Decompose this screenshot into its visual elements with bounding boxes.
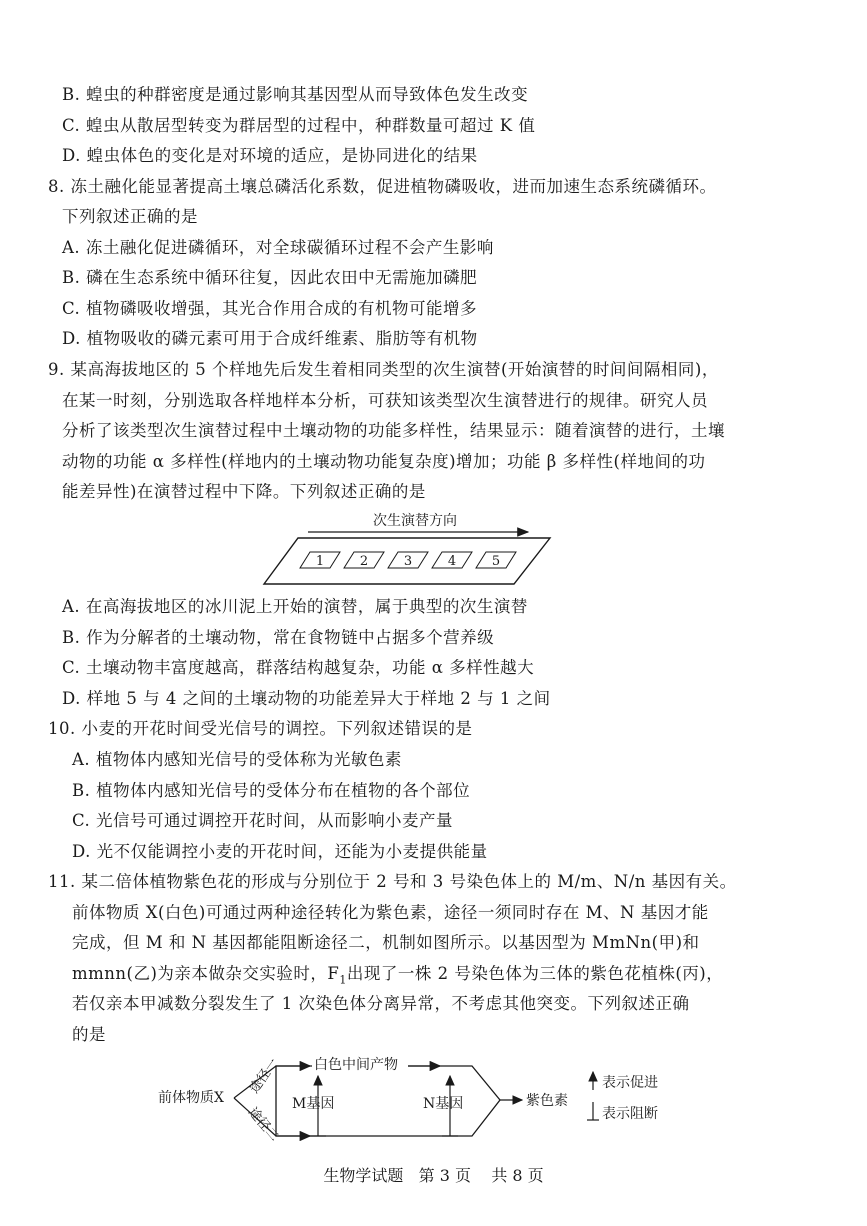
svg-text:1: 1 [315, 554, 325, 569]
q7-option-c: C. 蝗虫从散居型转变为群居型的过程中，种群数量可超过 K 值 [62, 116, 536, 135]
q9-option-d: D. 样地 5 与 4 之间的土壤动物的功能差异大于样地 2 与 1 之间 [62, 689, 551, 708]
q10-stem: 10. 小麦的开花时间受光信号的调控。下列叙述错误的是 [48, 719, 473, 738]
svg-text:4: 4 [447, 554, 457, 569]
intermediate-label: 白色中间产物 [314, 1057, 398, 1073]
q7-option-d: D. 蝗虫体色的变化是对环境的适应，是协同进化的结果 [62, 146, 478, 165]
q9-option-a: A. 在高海拔地区的冰川泥上开始的演替，属于典型的次生演替 [62, 597, 528, 616]
legend-block-label: 表示阻断 [602, 1106, 658, 1122]
route-one-label: 途径一 [246, 1055, 282, 1097]
q7-option-b: B. 蝗虫的种群密度是通过影响其基因型从而导致体色发生改变 [62, 85, 529, 104]
gene-m-label: M基因 [292, 1096, 335, 1112]
q9-stem-line-3: 分析了该类型次生演替过程中土壤动物的功能多样性，结果显示：随着演替的进行，土壤 [62, 421, 725, 440]
succession-direction-label: 次生演替方向 [373, 513, 457, 529]
plot-5 [476, 552, 516, 569]
q11-stem-line-3: 完成，但 M 和 N 基因都能阻断途径二，机制如图所示。以基因型为 MmNn(甲)和 [72, 933, 700, 952]
svg-text:5: 5 [491, 554, 501, 569]
svg-text:3: 3 [403, 554, 413, 569]
q9-stem-line-2: 在某一时刻，分别选取各样地样本分析，可获知该类型次生演替进行的规律。研究人员 [62, 391, 708, 410]
pathway-diagram [150, 1050, 710, 1148]
q8-option-a: A. 冻土融化促进磷循环，对全球碳循环过程不会产生影响 [62, 238, 494, 257]
q8-stem-line-1: 8. 冻土融化能显著提高土壤总磷活化系数，促进植物磷吸收，进而加速生态系统磷循环。 [48, 177, 717, 196]
plot-4 [432, 552, 472, 569]
plot-1 [300, 552, 340, 569]
q11-stem-line-2: 前体物质 X(白色)可通过两种途径转化为紫色素，途径一须同时存在 M、N 基因才能 [72, 903, 709, 922]
q9-stem-line-4: 动物的功能 α 多样性(样地内的土壤动物功能复杂度)增加；功能 β 多样性(样地间的功 [62, 452, 706, 471]
footer-page: 第 3 页 [418, 1166, 471, 1185]
footer-subject: 生物学试题 [323, 1166, 404, 1185]
q10-option-a: A. 植物体内感知光信号的受体称为光敏色素 [72, 750, 402, 769]
q9-option-b: B. 作为分解者的土壤动物，常在食物链中占据多个营养级 [62, 628, 495, 647]
q10-option-d: D. 光不仅能调控小麦的开花时间，还能为小麦提供能量 [72, 842, 488, 861]
q11-stem-line-4: mmnn(乙)为亲本做杂交实验时，$F_1$出现了一株 2 号染色体为三体的紫色花植株(丙)， [72, 964, 724, 987]
q10-option-c: C. 光信号可通过调控开花时间，从而影响小麦产量 [72, 811, 454, 830]
q9-stem-line-5: 能差异性)在演替过程中下降。下列叙述正确的是 [62, 482, 426, 501]
q9-stem-line-1: 9. 某高海拔地区的 5 个样地先后发生着相同类型的次生演替(开始演替的时间间隔相同)， [48, 360, 719, 379]
q11-stem-line-1: 11. 某二倍体植物紫色花的形成与分别位于 2 号和 3 号染色体上的 M/m、N/n 基因有关。 [48, 872, 737, 891]
product-label: 紫色素 [526, 1093, 568, 1109]
q8-option-d: D. 植物吸收的磷元素可用于合成纤维素、脂肪等有机物 [62, 329, 478, 348]
precursor-x-label: 前体物质X [158, 1090, 224, 1106]
footer-total: 共 8 页 [491, 1166, 544, 1185]
q11-stem-line-6: 的是 [72, 1025, 106, 1044]
q8-option-c: C. 植物磷吸收增强，其光合作用合成的有机物可能增多 [62, 299, 478, 318]
legend-promote-label: 表示促进 [602, 1075, 658, 1091]
q8-stem-line-2: 下列叙述正确的是 [62, 207, 198, 226]
svg-text:2: 2 [359, 554, 369, 569]
succession-diagram [260, 508, 560, 593]
q8-option-b: B. 磷在生态系统中循环往复，因此农田中无需施加磷肥 [62, 268, 478, 287]
gene-n-label: N基因 [423, 1096, 464, 1112]
plot-3 [388, 552, 428, 569]
route-two-label: 途径二 [244, 1104, 282, 1145]
plot-2 [344, 552, 384, 569]
q11-stem-line-5: 若仅亲本甲减数分裂发生了 1 次染色体分离异常，不考虑其他突变。下列叙述正确 [72, 994, 690, 1013]
q10-option-b: B. 植物体内感知光信号的受体分布在植物的各个部位 [72, 781, 471, 800]
q9-option-c: C. 土壤动物丰富度越高，群落结构越复杂，功能 α 多样性越大 [62, 658, 535, 677]
page-footer [0, 1163, 867, 1186]
